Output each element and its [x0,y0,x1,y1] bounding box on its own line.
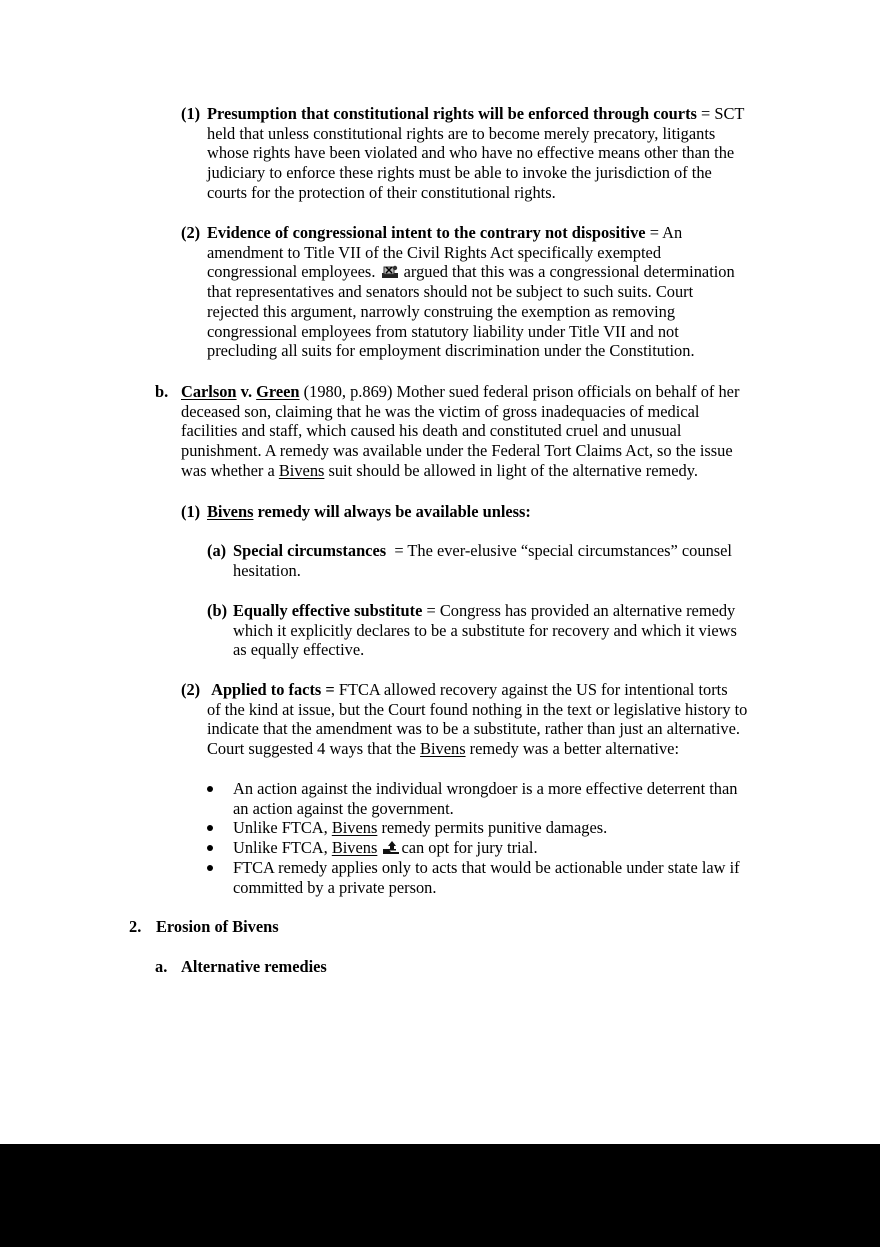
bullet-icon [207,845,213,851]
list-item: Unlike FTCA, Bivens can opt for jury trial. [207,838,807,858]
subpoint-1-presumption: (1) Presumption that constitutional rights will be enforced through courts = SCT held that unless constitutional rights are to become merely precatory, litigants whose rights have been violated and who have no effective means other than the judiciary to enforce these rights must be able to invoke the jurisdiction of the courts for the protection of their constitutional rights. [181,104,801,203]
item-label: (1) [181,104,201,123]
section-2-heading [129,917,729,937]
text-line: precluding all suits for employment discrimination under the Constitution. [207,341,695,361]
text-line: rejected this argument, narrowly construing the exemption as removing [207,301,676,321]
text-line: whose rights have been violated and who have no effective means other than the [207,143,735,163]
text-line: courts for the protection of their constitutional rights. [207,182,556,202]
page-bottom-black-area [0,1144,880,1247]
bivens-reference: Bivens [331,818,378,838]
item-label: (b) [207,601,228,620]
text-line: amendment to Title VII of the Civil Rights Act specifically exempted [207,242,662,262]
bullet-icon [207,865,213,871]
text-line: congressional employees from statutory liability under Title VII and not [207,321,679,341]
case-name-carlson: Carlson [181,382,237,401]
text-line: that representatives and senators should not be subject to such suits. Court [207,282,694,302]
bivens-reference: Bivens [207,502,254,521]
item-label: (2) [181,223,201,242]
case-label: b. [155,382,169,401]
bivens-reference: Bivens [278,460,325,480]
bullet-icon [207,825,213,831]
text-line: held that unless constitutional rights are to become merely precatory, litigants [207,123,716,143]
defendant-icon [381,264,399,279]
item-heading: Evidence of congressional intent to the contrary not dispositive [207,223,646,242]
section-label: 2. [129,917,142,936]
item-heading: Special circumstances [233,541,387,560]
case-citation: (1980, p.869) Mother sued federal prison officials on behalf of her [299,382,740,401]
bullet-icon [207,786,213,792]
bivens-reference: Bivens [420,739,466,759]
section-title: Erosion of Bivens [156,917,279,936]
text-line: of the kind at issue, but the Court found nothing in the text or legislative history to [207,699,748,719]
case-name-green: Green [256,382,300,401]
item-label: (1) [181,502,201,521]
bivens-advantages-list [207,779,807,897]
section-label: a. [155,957,168,976]
text-line: which it explicitly declares to be a substitute for recovery and which it views [233,620,737,640]
text-line: punishment. A remedy was available under the Federal Tort Claims Act, so the issue [181,441,733,461]
text-line: judiciary to enforce these rights must be able to invoke the jurisdiction of the [207,163,712,183]
text-line: was whether a Bivens suit should be allowed in light of the alternative remedy. [181,460,698,480]
list-item: Unlike FTCA, Bivens remedy permits punitive damages. [207,818,807,838]
text-line: as equally effective. [233,640,365,660]
list-item: FTCA remedy applies only to acts that would be actionable under state law if committed by a private person. [207,858,807,897]
item-label: (a) [207,541,227,560]
text-line: Court suggested 4 ways that the Bivens remedy was a better alternative: [207,739,680,759]
bivens-reference: Bivens [331,838,378,858]
section-2a-heading [155,957,755,977]
subpoint-2-congressional-intent: (2) Evidence of congressional intent to the contrary not dispositive = An amendment to Title VII of the Civil Rights Act specifically exempted congressional employees. argued that this was a congressional determination that representatives and senators should not be subject to such suits. Court rejected this argument, narrowly construing the exemption as removing congressional employees from statutory liability under Title VII and not precluding all suits for employment discrimination under the Constitution. [181,223,801,361]
rule-1-bivens-available: (1) Bivens remedy will always be available unless: [181,502,531,521]
item-label: (2) [181,680,201,699]
text-line: indicate that the amendment was to be a substitute, rather than just an alternative. [207,719,740,739]
exception-b-equally-effective-substitute: (b) Equally effective substitute = Congress has provided an alternative remedy which it explicitly declares to be a substitute for recovery and which it views as equally effective. [207,601,807,660]
plaintiff-icon [382,840,400,855]
text-line: congressional employees. argued that this was a congressional determination [207,262,735,282]
section-title: Alternative remedies [181,957,327,976]
item-heading: Applied to facts [211,680,322,699]
case-carlson-v-green: b. Carlson v. Green (1980, p.869) Mother sued federal prison officials on behalf of her deceased son, claiming that he was the victim of gross inadequacies of medical facilities and staff, which caused his death and constituted cruel and unusual punishment. A remedy was available under the Federal Tort Claims Act, so the issue was whether a Bivens suit should be allowed in light of the alternative remedy. [155,382,795,481]
text-line: hesitation. [233,560,301,580]
item-heading: Equally effective substitute [233,601,423,620]
list-item: An action against the individual wrongdoer is a more effective deterrent than an action against the government. [207,779,807,818]
rule-2-applied-to-facts: (2) Applied to facts = FTCA allowed recovery against the US for intentional torts of the kind at issue, but the Court found nothing in the text or legislative history to indicate that the amendment was to be a substitute, rather than just an alternative. Court suggested 4 ways that the Bivens remedy was a better alternative: [181,680,801,759]
exception-a-special-circumstances: (a) Special circumstances = The ever-elusive “special circumstances” counsel hesitation. [207,541,807,580]
text-line: facilities and staff, which caused his death and constituted cruel and unusual [181,421,682,441]
item-heading: Presumption that constitutional rights will be enforced through courts [207,104,697,123]
text-line: deceased son, claiming that he was the victim of gross inadequacies of medical [181,401,700,421]
